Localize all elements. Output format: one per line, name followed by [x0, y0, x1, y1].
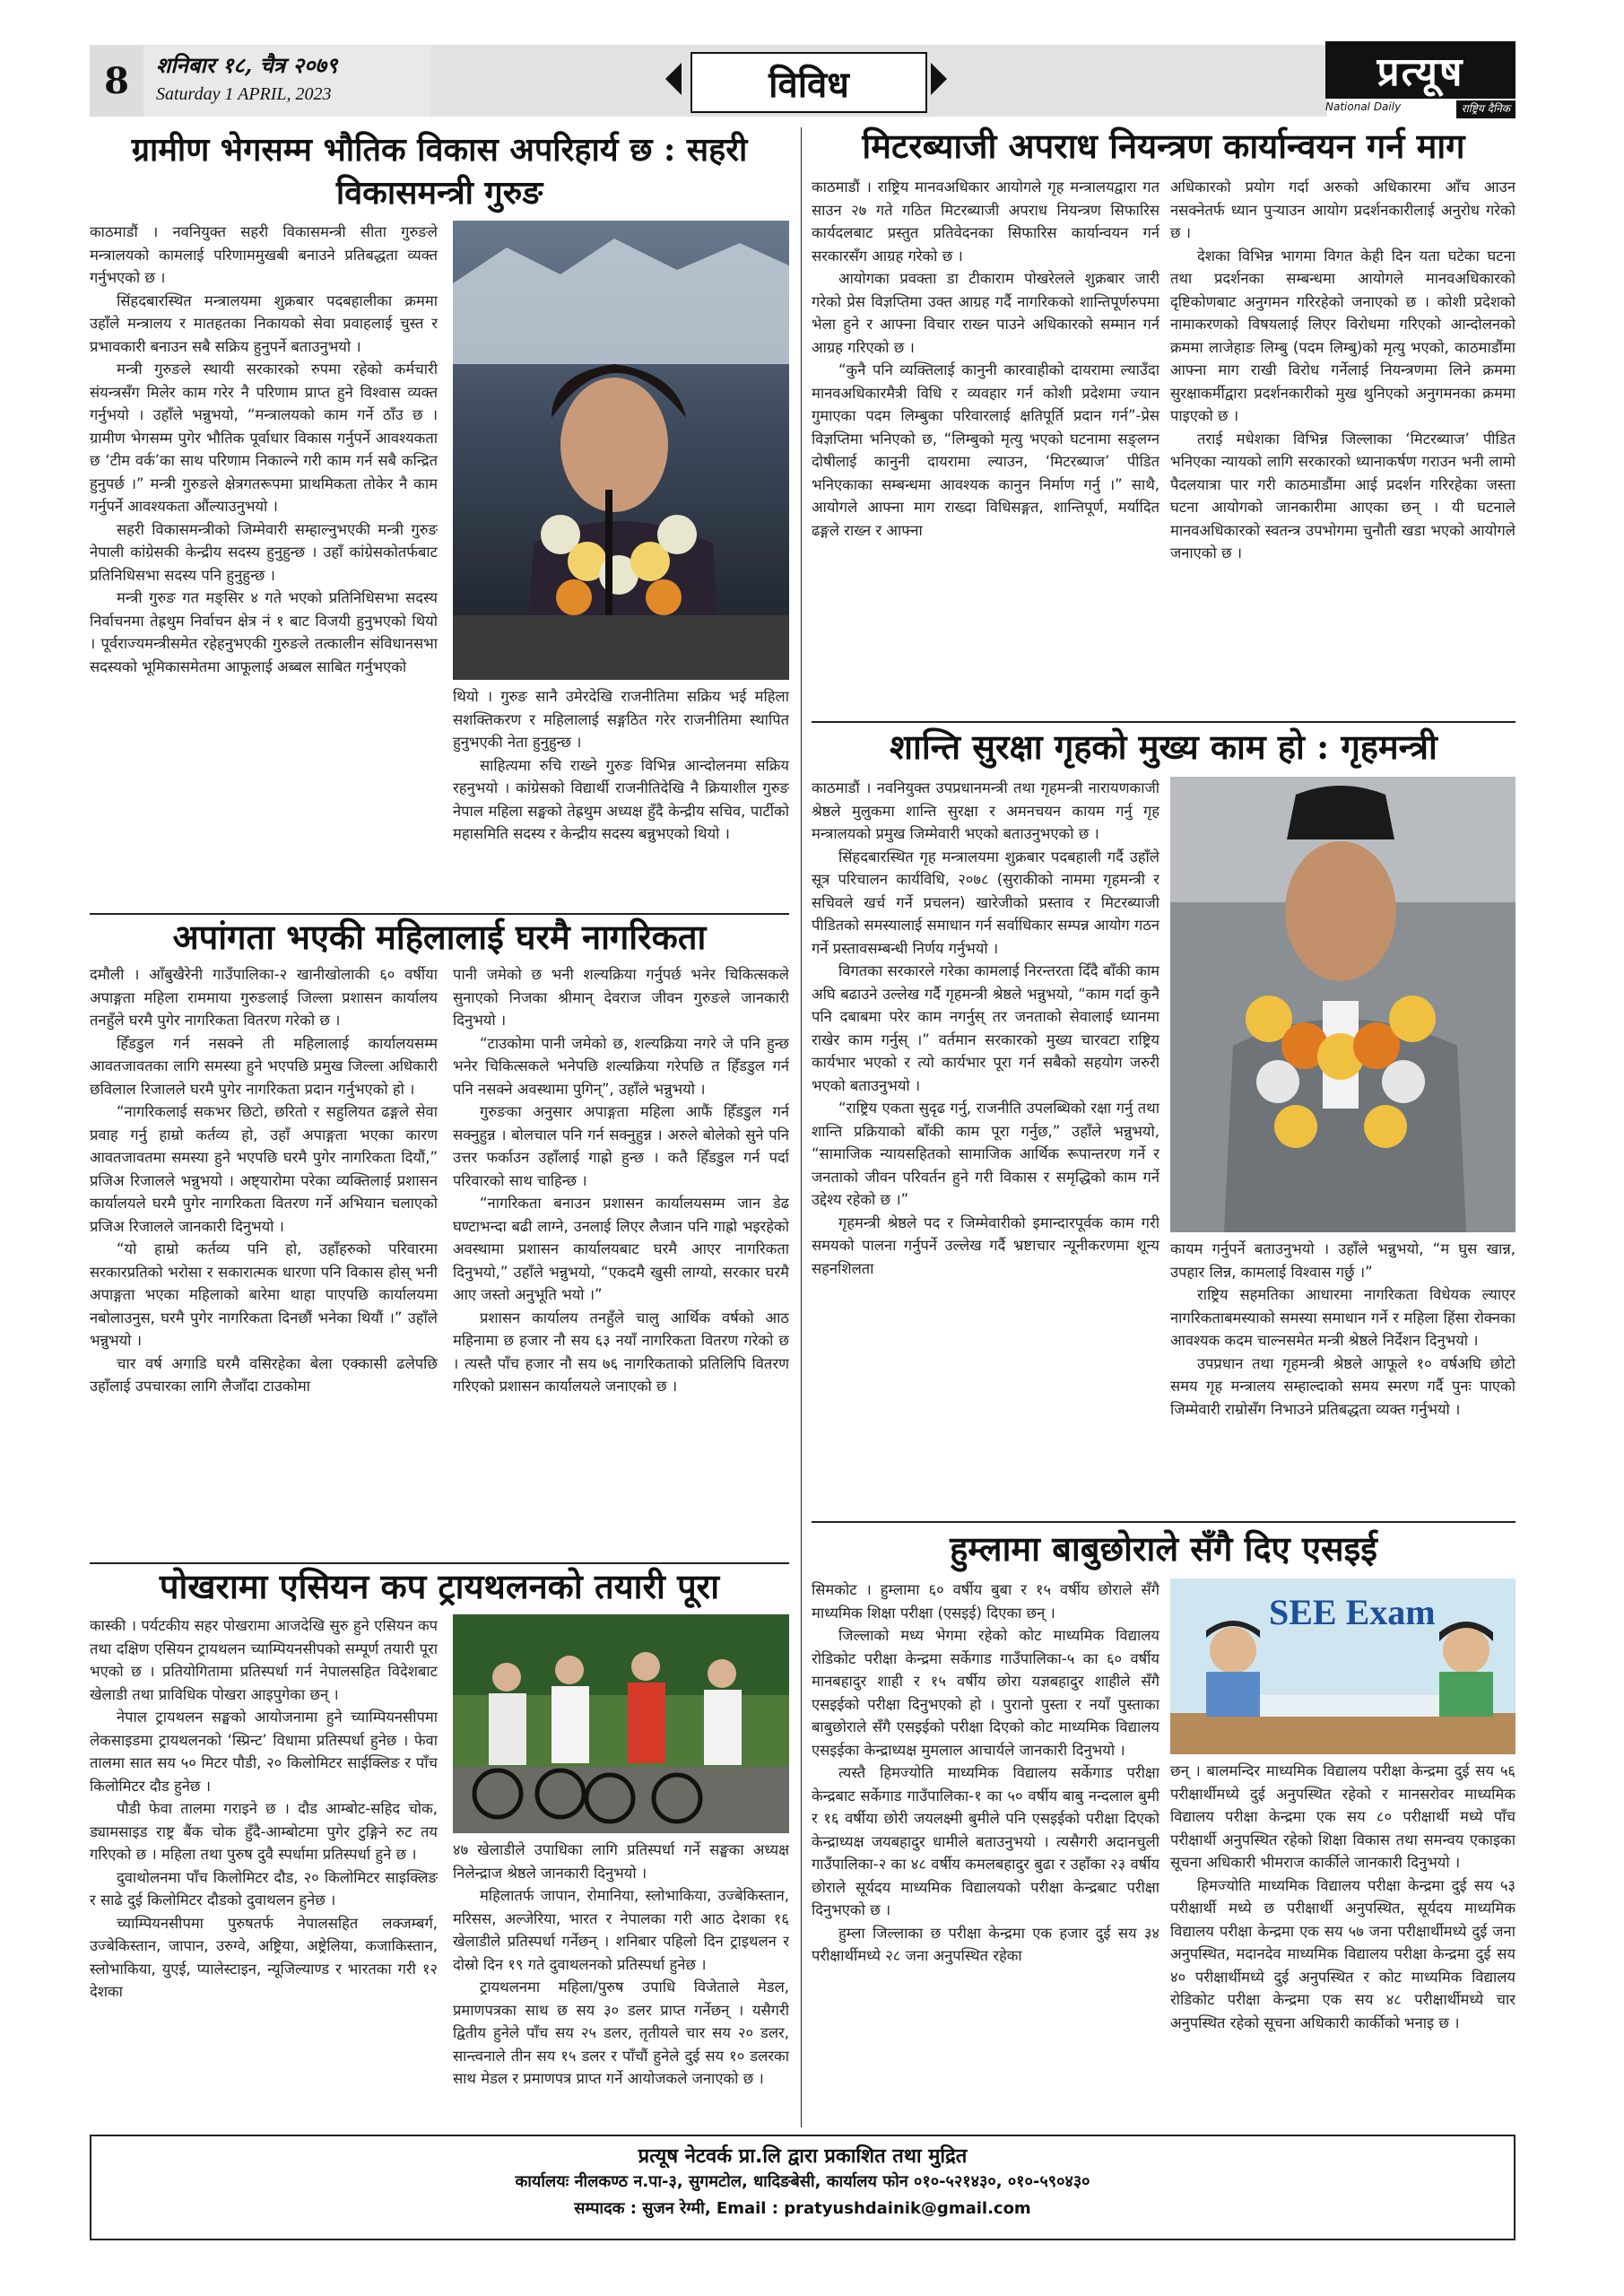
paragraph: काठमाडौं । राष्ट्रिय मानवअधिकार आयोगले गृह मन्त्रालयद्वारा गत साउन २७ गते गठित मिटरब्याजी अपराध नियन्त्रण सिफारिस कार्यदलबाट प्रस्तुत प्रतिवेदनका सिफारिस कार्यान्वयन गर्न सरकारसँग आग्रह गरेको छ ।: [812, 178, 1159, 265]
paragraph: गृहमन्त्री श्रेष्ठले पद र जिम्मेवारीको इमान्दारपूर्वक काम गरी समयको पालना गर्नुपर्ने उल्लेख गर्दै भ्रष्टाचार न्यूनीकरणमा शून्य सहनशिलता: [812, 1213, 1159, 1277]
paragraph: “राष्ट्रिय एकता सुदृढ गर्नु, राजनीति उपलब्धिको रक्षा गर्नु तथा शान्ति प्रक्रियाको बाँकी काम पूरा गर्नुछ,” उहाँले भन्नुभयो, “सामाजिक न्यायसहितको सामाजिक आर्थिक रूपान्तरण गर्ने र जनताको जीवन परिवर्तन हुने गरी विकास र समृद्धिको काम गर्ने उद्देश्य रहेको छ ।”: [812, 1100, 1159, 1208]
paragraph: विगतका सरकारले गरेका कामलाई निरन्तरता दिँदै बाँकी काम अघि बढाउने उल्लेख गर्दै गृहमन्त्री श्रेष्ठले भन्नुभयो, “काम गर्दा कुनै पनि दबाबमा परेर काम नगर्नुस् तर जनताको सेवालाई ध्यानमा राखेर काम गर्नुस् ।” वर्तमान सरकारको मुख्य चारवटा राष्ट्रिय कार्यभार भएको र त्यो कार्यभार पूरा गर्न सबैको सहयोग जरुरी भएको बताउनुभयो ।: [812, 962, 1159, 1094]
paragraph: तराई मधेशका विभिन्न जिल्लाका ‘मिटरब्याज’ पीडित भनिएका न्यायको लागि सरकारको ध्यानाकर्षण गराउन भनी लामो पैदलयात्रा पार गरी काठमाडौंमा आई प्रदर्शन गरिरहेका जस्ता घटना आयोगको जानकारीमा आएका छन् । यी घटनाले मानवअधिकारको स्वतन्त्र उपभोगमा चुनौती खडा भएको आयोगले जनाएको छ ।: [1170, 430, 1515, 561]
paragraph: नेपाल ट्रायथलन सङ्घको आयोजनामा हुने च्याम्पियनसीपमा लेकसाइडमा ट्रायथलनको ‘स्प्रिन्ट’ विधामा प्रतिस्पर्धा हुनेछ । फेवा तालमा सात सय ५० मिटर पौडी, २० किलोमिटर साईक्लिङ र पाँच किलोमिटर दौड हुनेछ ।: [90, 1709, 438, 1795]
paragraph: कास्की । पर्यटकीय सहर पोखरामा आजदेखि सुरु हुने एसियन कप तथा दक्षिण एसियन ट्रायथलन च्याम्पियनसीपको सम्पूर्ण तयारी पूरा भएको छ । प्रतियोगितामा प्रतिस्पर्धा गर्न नेपालसहित विदेशबाट खेलाडी तथा प्राविधिक पोखरा आइपुगेका छन् ।: [90, 1617, 438, 1703]
paragraph: पानी जमेको छ भनी शल्यक्रिया गर्नुपर्छ भनेर चिकित्सकले सुनाएको निजका श्रीमान् देवराज जीवन गुरुङले जानकारी दिनुभयो ।: [453, 966, 789, 1029]
paragraph: काठमाडौं । नवनियुक्त उपप्रधानमन्त्री तथा गृहमन्त्री नारायणकाजी श्रेष्ठले मुलुकमा शान्ति सुरक्षा र अमनचयन कायम गर्नु गृह मन्त्रालयको प्रमुख जिम्मेवारी भएको बताउनुभएको छ ।: [812, 779, 1159, 842]
paragraph: दुवाथोलनमा पाँच किलोमिटर दौड, २० किलोमिटर साइक्लिङ र साढे दुई किलोमिटर दौडको दुवाथलन हुनेछ ।: [90, 1868, 438, 1909]
article-meter-col-left: [812, 176, 1159, 714]
headline-meter-interest: मिटरब्याजी अपराध नियन्त्रण कार्यान्वयन गर्न माग: [862, 126, 1465, 166]
headline-home-minister: शान्ति सुरक्षा गृहको मुख्य काम हो : गृहमन्त्री: [890, 726, 1437, 767]
paragraph: प्रशासन कार्यालय तनहुँले चालु आर्थिक वर्षको आठ महिनामा छ हजार नौ सय ६३ नयाँ नागरिकता वितरण गरेको छ । त्यस्तै पाँच हजार नौ सय ७६ नागरिकताको प्रतिलिपि वितरण गरिएको प्रशासन कार्यालयले जनाएको छ ।: [453, 1309, 789, 1395]
paragraph: उपप्रधान तथा गृहमन्त्री श्रेष्ठले आफूले १० वर्षअघि छोटो समय गृह मन्त्रालय सम्हाल्दाको समय स्मरण गर्दै पुनः पाएको जिम्मेवारी राम्रोसँग निभाउने प्रतिबद्धता व्यक्त गर्नुभयो ।: [1170, 1354, 1515, 1418]
paragraph: “कुनै पनि व्यक्तिलाई कानुनी कारवाहीको दायरामा ल्याउँदा मानवअधिकारमैत्री विधि र व्यवहार गर्न कोशी प्रदेशमा ज्यान गुमाएका पदम लिम्बुका परिवारलाई क्षतिपूर्ति प्रदान गर्न”-प्रेस विज्ञप्तिमा भनिएको छ, “लिम्बुको मृत्यु भएको घटनामा सङ्लग्न दोषीलाई कानुनी दायरामा ल्याउन, ‘मिटरब्याज’ पीडित भनिएकाका सम्बन्धमा आवश्यक कानुन निर्माण गर्नु ।” साथै, आयोगले आफ्ना माग राख्दा विधिसङ्गत, शान्तिपूर्ण, मर्यादित ढङ्गले राख्न र आफ्ना: [812, 361, 1159, 539]
article-home-col-right: [1170, 1238, 1515, 1518]
article-disabled-col-right: [453, 963, 789, 1557]
date-nepali: शनिबार १८, चैत्र २०७९: [156, 52, 338, 78]
paragraph: त्यस्तै हिमज्योति माध्यमिक विद्यालय सर्केगाड परीक्षा केन्द्रबाट सर्केगाड गाउँपालिका-१ का ५० वर्षीय बाबु नन्दलाल बुमी र १६ वर्षीया छोरी जयलक्ष्मी बुमीले पनि एसइईको परीक्षा दिएको केन्द्राध्यक्ष जयबहादुर धामीले बताउनुभयो । त्यसैगरी अदानचुली गाउँपालिका-२ का ४८ वर्षीय कमलबहादुर बुढा र उहाँका २३ वर्षीय छोराले सूर्यदय माध्यमिक विद्यालयको परीक्षा केन्द्रबाट परीक्षा दिनुभएको छ ।: [812, 1764, 1159, 1918]
date-box: [143, 45, 430, 117]
divider: [812, 721, 1515, 723]
article-disabled-col-left: [90, 963, 438, 1557]
paragraph: हुम्ला जिल्लाका छ परीक्षा केन्द्रमा एक हजार दुई सय ३४ परीक्षार्थीमध्ये २८ जना अनुपस्थित रहेका: [812, 1924, 1159, 1964]
logo-name: प्रत्यूष: [1325, 41, 1515, 99]
paragraph: पौडी फेवा तालमा गराइने छ । दौड आम्बोट-सहिद चोक, ड्यामसाइड राष्ट्र बैंक चोक हुँदै-आम्बोटमा पुगेर टुङ्गिने रुट तय गरिएको छ । महिला तथा पुरुष दुवै स्पर्धामा प्रतिस्पर्धा हुने छ ।: [90, 1800, 438, 1863]
footer-imprint: [90, 2135, 1515, 2240]
footer-editor: सम्पादक : सुजन रेग्मी, Email : pratyushdainik@gmail.com: [574, 2199, 1031, 2218]
headline-gurung-2: विकासमन्त्री गुरुङ: [335, 174, 543, 212]
logo-subtitle: [1325, 100, 1515, 118]
paragraph: “टाउकोमा पानी जमेको छ, शल्यक्रिया नगरे जे पनि हुन्छ भनेर चिकित्सकले भनेपछि शल्यक्रिया गरेपछि त हिँडडुल गर्न पनि नसक्ने अवस्थामा पुगिन्”, उहाँले भन्नुभयो ।: [453, 1034, 789, 1098]
article-home-col-left: [812, 777, 1159, 1518]
paragraph: गुरुङका अनुसार अपाङ्गता महिला आफैं हिँडडुल गर्न सक्नुहुन्न । बोलचाल पनि गर्न सक्नुहुन्न । अरुले बोलेको सुने पनि उत्तर फर्काउन उहाँलाई गाह्रो हुन्छ । कतै हिँडडुल गर्न पर्दा परिवारको साथ चाहिन्छ ।: [453, 1103, 789, 1189]
headline-gurung-1: ग्रामीण भेगसम्म भौतिक विकास अपरिहार्य छ : सहरी: [131, 131, 748, 169]
paragraph: सिंहदबारस्थित गृह मन्त्रालयमा शुक्रबार पदबहाली गर्दै उहाँले सूत्र परिचालन कार्यविधि, २०७८ (सुराकीको नाममा गृहमन्त्री र सचिवले खर्च गर्ने प्रचलन) खारेजीको प्रस्ताव र मिटरब्याजी पीडितको समस्यालाई समाधान गर्न सर्वाधिकार सम्पन्न आयोग गठन गर्ने प्रस्तावसम्बन्धी निर्णय गर्नुभयो ।: [812, 848, 1159, 957]
photo-see-exam: [1170, 1578, 1515, 1754]
paragraph: महिलातर्फ जापान, रोमानिया, स्लोभाकिया, उज्बेकिस्तान, मरिसस, अल्जेरिया, भारत र नेपालका गरी आठ देशका १६ खेलाडीले प्रतिस्पर्धा गर्नेछन् । शनिबार पहिलो दिन ट्राइथलन र दोस्रो दिन १९ गते दुवाथलनको प्रतिस्पर्धा हुनेछ ।: [453, 1887, 789, 1973]
photo-minister-gurung: [453, 221, 789, 680]
article-gurung-col-right: [453, 685, 789, 906]
paragraph: सिमकोट । हुम्लामा ६० वर्षीय बुबा र १५ वर्षीय छोराले सँगै माध्यमिक शिक्षा परीक्षा (एसइई) दिएका छन् ।: [812, 1581, 1159, 1622]
section-title: विविध: [690, 52, 927, 113]
divider: [812, 1521, 1515, 1523]
newspaper-logo: [1325, 41, 1515, 120]
paragraph: “यो हाम्रो कर्तव्य पनि हो, उहाँहरुको परिवारमा सरकारप्रतिको भरोसा र सकारात्मक धारणा पनि विकास होस् भनी अपाङ्गता भएका महिलाको बारेमा थाहा पाएपछि कार्यालयमा नबोलाउनुस, घरमै पुगेर नागरिकता दिनछौं भनेका थियौं ।” उहाँले भन्नुभयो ।: [90, 1240, 438, 1349]
article-gurung-col-left: [90, 221, 438, 906]
see-exam-label: SEE Exam: [1269, 1592, 1436, 1632]
paragraph: काठमाडौं । नवनियुक्त सहरी विकासमन्त्री सीता गुरुङले मन्त्रालयको कामलाई परिणाममुखबी बनाउने प्रतिबद्धता व्यक्त गर्नुभएको छ ।: [90, 223, 438, 286]
paragraph: सहरी विकासमन्त्रीको जिम्मेवारी सम्हाल्नुभएकी मन्त्री गुरुङ नेपाली कांग्रेसकी केन्द्रीय सदस्य हुनुहुन्छ । उहाँ कांग्रेसकोतर्फबाट प्रतिनिधिसभा सदस्य पनि हुनुहुन्छ ।: [90, 520, 438, 584]
paragraph: मन्त्री गुरुङ गत मङ्सिर ४ गते भएको प्रतिनिधिसभा सदस्य निर्वाचनमा तेह्रथुम निर्वाचन क्षेत्र नं १ बाट विजयी हुनुभएको थियो । पूर्वराज्यमन्त्रीसमेत रहेहनुभएकी गुरुङले तत्कालीन संविधानसभा सदस्यको भूमिकासमेतमा आफूलाई अब्बल साबित गर्नुभएको: [90, 589, 438, 675]
paragraph: जिल्लाको मध्य भेगमा रहेको कोट माध्यमिक विद्यालय रोडिकोट परीक्षा केन्द्रमा सर्केगाड गाउँपालिका-५ का ६० वर्षीय मानबहादुर शाही र १५ वर्षीय छोरा यज्ञबहादुर शाहीले सँगै एसइईको परीक्षा दिनुभएको हो । पुरानो पुस्ता र नयाँ पुस्ताका बाबुछोराले सँगै एसइईको परीक्षा दिएको कोट माध्यमिक विद्यालय एसइईका केन्द्राध्यक्ष मुमलाल आचार्यले जानकारी दिनुभयो ।: [812, 1627, 1159, 1759]
photo-triathlon-athletes: [453, 1614, 789, 1833]
photo-gurung-illustration: [453, 221, 789, 680]
paragraph: मन्त्री गुरुङले स्थायी सरकारको रुपमा रहेको कर्मचारी संयन्त्रसँग मिलेर काम गरेर नै परिणाम प्राप्त हुने विश्वास व्यक्त गर्नुभयो । उहाँले भन्नुभयो, “मन्त्रालयको काम गर्ने ठाँउ छ । ग्रामीण भेगसम्म पुगेर भौतिक पूर्वाधार विकास गर्नुपर्ने आवश्यकता छ ‘टीम वर्क’का साथ परिणाम निकाल्ने गरी काम गर्न सबै कन्द्रित हुनुपर्छ ।” मन्त्री गुरुङले क्षेत्रगतरूपमा प्राथमिकता तोकेर नै काम गर्नुपर्ने आवश्यकता औंल्याउनुभयो ।: [90, 361, 438, 515]
article-triathlon-col-left: [90, 1614, 438, 2127]
article-see-col-left: [812, 1578, 1159, 2127]
headline-disabled: अपांगता भएकी महिलालाई घरमै नागरिकता: [172, 917, 707, 957]
photo-home-minister-illustration: [1170, 777, 1515, 1232]
paragraph: हिमज्योति माध्यमिक विद्यालय परीक्षा केन्द्रमा दुई सय ५३ परीक्षार्थी मध्ये छ परीक्षार्थी अनुपस्थित, सूर्यदय माध्यमिक विद्यालय परीक्षा केन्द्रमा एक सय ५७ जना परीक्षार्थीमध्ये दुई जना अनुपस्थित, मदानदेव माध्यमिक विद्यालय परीक्षा केन्द्रमा दुई सय ४० परीक्षार्थीमध्ये दुई अनुपस्थित र कोट माध्यमिक विद्यालय रोडिकोट परीक्षा केन्द्रमा एक सय ४८ परीक्षार्थीमध्ये चार अनुपस्थित रहेको सूचना अधिकारी कार्कीको भनाइ छ ।: [1170, 1876, 1515, 2031]
article-triathlon-col-right: [453, 1839, 789, 2127]
footer-publisher: प्रत्यूष नेटवर्क प्रा.लि द्वारा प्रकाशित तथा मुद्रित: [638, 2145, 968, 2168]
paragraph: राष्ट्रिय सहमतिका आधारमा नागरिकता विधेयक ल्याएर नागरिकताबमस्याको समस्या समाधान गर्ने र महिला हिंसा रोक्नका आवश्यक कदम चाल्नसमेत मन्त्री श्रेष्ठले निर्देशन दिनुभयो ।: [1170, 1286, 1515, 1349]
footer-office: कार्यालयः नीलकण्ठ न.पा-३, सुगमटोल, धादिङबेसी, कार्यालय फोन ०१०-५२१४३०, ०१०-५९०४३०: [515, 2172, 1090, 2191]
paragraph: कायम गर्नुपर्ने बताउनुभयो । उहाँले भन्नुभयो, “म घुस खान्न, उपहार लिन्न, कामलाई विश्वास गर्छु ।”: [1170, 1240, 1515, 1281]
paragraph: आयोगका प्रवक्ता डा टीकाराम पोखरेलले शुक्रबार जारी गरेको प्रेस विज्ञप्तिमा उक्त आग्रह गर्दै नागरिकको शान्तिपूर्णरुपमा भेला हुने र आफ्ना विचार राख्न पाउने अधिकारको सम्मान गर्न आग्रह गरिएको छ ।: [812, 270, 1159, 356]
column-divider: [801, 127, 802, 2127]
paragraph: थियो । गुरुङ सानै उमेरदेखि राजनीतिमा सक्रिय भई महिला सशक्तिकरण र महिलालाई सङ्गठित गरेर राजनीतिमा स्थापित हुनुभएकी नेता हुनुहुन्छ ।: [453, 688, 789, 751]
date-english: Saturday 1 APRIL, 2023: [156, 84, 332, 104]
headline-see: हुम्लामा बाबुछोराले सँगै दिए एसइई: [950, 1528, 1377, 1569]
paragraph: सिंहदबारस्थित मन्त्रालयमा शुक्रबार पदबहालीका क्रममा उहाँले मन्त्रालय र मातहतका निकायको सेवा प्रवाहलाई चुस्त र प्रभावकारी बनाउन सबै सक्रिय हुनुपर्ने बताउनुभयो ।: [90, 291, 438, 355]
paragraph: अधिकारको प्रयोग गर्दा अरुको अधिकारमा आँच आउन नसक्नेतर्फ ध्यान पुऱ्याउन आयोग प्रदर्शनकारीलाई अनुरोध गरेको छ ।: [1170, 178, 1515, 241]
paragraph: ट्रायथलनमा महिला/पुरुष उपाधि विजेताले मेडल, प्रमाणपत्रका साथ छ सय ३० डलर प्राप्त गर्नेछन् । यसैगरी द्वितीय हुनेले पाँच सय २५ डलर, तृतीयले चार सय २० डलर, सान्त्वनाले तीन सय १५ डलर र पाँचौं हुनेले दुई सय १० डलरका साथ मेडल र प्रमाणपत्र प्राप्त गर्ने आयोजकले जनाएको छ ।: [453, 1979, 789, 2087]
paragraph: च्याम्पियनसीपमा पुरुषतर्फ नेपालसहित लक्जम्बर्ग, उज्बेकिस्तान, जापान, उरुग्वे, अष्ट्रिया, अष्ट्रेलिया, कजाकिस्तान, स्लोभाकिया, युएई, प्यालेस्टाइन, न्यूजिल्याण्ड र भारतका गरी १२ देशका: [90, 1914, 438, 2000]
logo-sub-right: राष्ट्रिय दैनिक: [1456, 100, 1515, 118]
photo-home-minister: [1170, 777, 1515, 1232]
paragraph: हिँडडुल गर्न नसक्ने ती महिलालाई कार्यालयसम्म आवतजावतका लागि समस्या हुने भएपछि प्रमुख जिल्ला अधिकारी छविलाल रिजालले घरमै पुगेर नागरिकता प्रदान गर्नुभएको हो ।: [90, 1034, 438, 1098]
article-meter-col-right: [1170, 176, 1515, 714]
article-see-col-right: [1170, 1760, 1515, 2127]
page-number: 8: [90, 45, 146, 117]
paragraph: ४७ खेलाडीले उपाधिका लागि प्रतिस्पर्धा गर्ने सङ्घका अध्यक्ष निलेन्द्राज श्रेष्ठले जानकारी दिनुभयो ।: [453, 1841, 789, 1882]
paragraph: “नागरिकलाई सकभर छिटो, छरितो र सहुलियत ढङ्गले सेवा प्रवाह गर्नु हाम्रो कर्तव्य हो, उहाँ अपाङ्गता भएका कारण आवतजावतमा समस्या हुने भएपछि घरमै पुगेर नागरिकता दियौं,” प्रजिअ रिजालले भन्नुभयो । अष्ट्यारोमा परेका व्यक्तिलाई प्रशासन कार्यालयले घरमै पुगेर नागरिकता वितरण गर्ने अभियान चलाएको प्रजिअ रिजालले जानकारी दिनुभयो ।: [90, 1103, 438, 1235]
paragraph: छन् । बालमन्दिर माध्यमिक विद्यालय परीक्षा केन्द्रमा दुई सय ५६ परीक्षार्थीमध्ये दुई अनुपस्थित रहेको र मानसरोवर माध्यमिक विद्यालय परीक्षा केन्द्रमा एक सय ८० परीक्षार्थी मध्ये पाँच परीक्षार्थी अनुपस्थित रहेको शिक्षा विकास तथा समन्वय एकाइका सूचना अधिकारी भीमराज कार्कीले जानकारी दिनुभयो ।: [1170, 1762, 1515, 1871]
logo-sub-left: National Daily: [1325, 100, 1402, 113]
arrow-left-icon: [665, 63, 682, 95]
paragraph: साहित्यमा रुचि राख्ने गुरुङ विभिन्न आन्दोलनमा सक्रिय रहनुभयो । कांग्रेसको विद्यार्थी राजनीतिदेखि नै क्रियाशील गुरुङ नेपाल महिला सङ्घको तेह्रथुम अध्यक्ष हुँदै केन्द्रीय सचिव, पार्टीको महासमिति सदस्य र केन्द्रीय सदस्य बन्नुभएको थियो ।: [453, 756, 789, 842]
paragraph: “नागरिकता बनाउन प्रशासन कार्यालयसम्म जान डेढ घण्टाभन्दा बढी लाग्ने, उनलाई लिएर लैजान पनि गाह्रो भइरहेको अवस्थामा प्रशासन कार्यालयबाट घरमै आएर नागरिकता दिनुभयो,” उहाँले भन्नुभयो, “एकदमै खुसी लाग्यो, सरकार घरमै आए जस्तो अनुभूति भयो ।”: [453, 1195, 789, 1303]
paragraph: चार वर्ष अगाडि घरमै वसिरहेका बेला एक्कासी ढलेपछि उहाँलाई उपचारका लागि लैजाँदा टाउकोमा: [90, 1354, 438, 1395]
arrow-right-icon: [931, 63, 947, 95]
paragraph: देशका विभिन्न भागमा विगत केही दिन यता घटेका घटना तथा प्रदर्शनका सम्बन्धमा आयोगले मानवअधिकारको दृष्टिकोणबाट अनुगमन गरिरहेको जनाएको छ । कोशी प्रदेशको नामाकरणको विषयलाई लिएर विरोधमा गरिएको आन्दोलनको क्रममा लाजेहाङ लिम्बु (पदम लिम्बु)को मृत्यु भएको, काठमाडौंमा आफ्ना माग राखी विरोध गर्नेलाई नियन्त्रणमा लिने क्रममा सुरक्षाकर्मीद्वारा प्रदर्शनकारीको मुख थुनिएको अनुगमनका क्रममा पाइएको छ ।: [1170, 247, 1515, 424]
photo-triathlon-illustration: [453, 1614, 789, 1833]
paragraph: दमौली । आँबुखैरेनी गाउँपालिका-२ खानीखोलाकी ६० वर्षीया अपाङ्गता महिला राममाया गुरुङलाई जिल्ला प्रशासन कार्यालय तनहुँले घरमै पुगेर नागरिकता वितरण गरेको छ ।: [90, 966, 438, 1029]
headline-triathlon: पोखरामा एसियन कप ट्रायथलनको तयारी पूरा: [159, 1566, 720, 1606]
